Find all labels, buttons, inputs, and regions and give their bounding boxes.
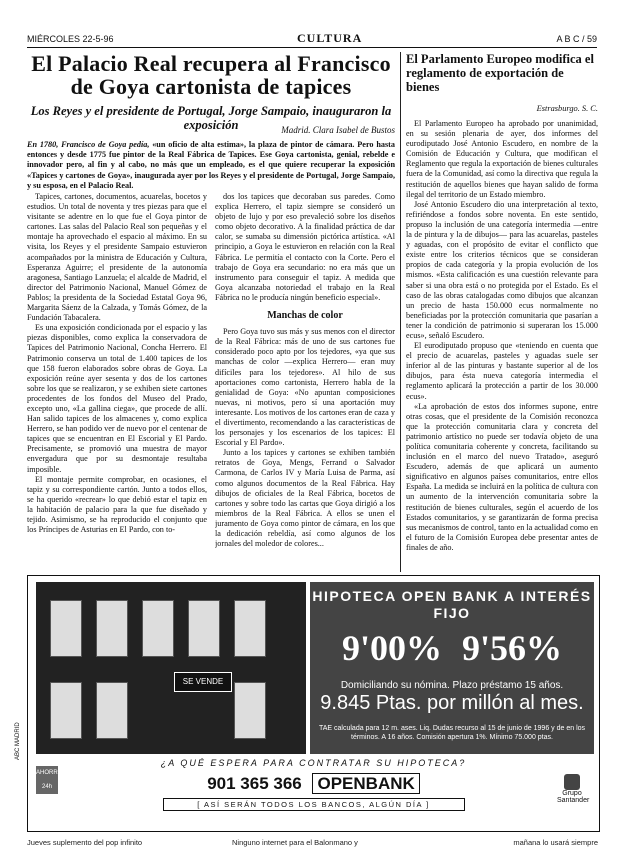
ad-contact-row <box>28 774 599 794</box>
ad-building-photo <box>36 582 306 754</box>
for-sale-sign: SE VENDE <box>174 672 232 692</box>
footer-left: Jueves suplemento del pop infinito <box>27 838 143 847</box>
footer-right: mañana lo usará siempre <box>513 838 598 847</box>
page-header <box>27 33 597 48</box>
side-headline: El Parlamento Europeo modifica el reglamento de exportación de bienes <box>406 52 594 94</box>
page-number: A B C / 59 <box>556 34 597 44</box>
ad-info: Domiciliando su nómina. Plazo préstamo 15 años. <box>340 680 564 691</box>
group-logo <box>557 774 590 804</box>
byline: Madrid. Clara Isabel de Bustos <box>281 125 395 135</box>
lead-text: «un oficio de alta estima», la plaza de pintor de cámara. Pero hasta entonces y desde 1775 fue pintor de la Real Fábrica de Tapices. Ese Goya cartonista, genial, rebelde e innovador pero, al fin y al cabo, no más que un empleado, es el que quiere recuperar la exposición «Tapices y cartones de Goya», inaugurada ayer por los Reyes y el presidente de Portugal, Jorge Sampaio, y su esposa, en el Palacio Real. <box>27 140 395 190</box>
ad-phone: 901 365 366 <box>207 774 302 793</box>
paragraph: El Parlamento Europeo ha aprobado por unanimidad, en su sesión plenaria de ayer, dos informes del eurodiputado José Antonio Escudero, en nombre de la Comisión de Educación y Cultura, que modifican el Reglamento que regula la exportación de bienes culturales fuera de la Comunidad, así como la directiva que regula la restitución de aquellos bienes que hayan salido de forma ilegal del territorio de un Estado miembro. <box>406 119 598 199</box>
advertisement <box>27 575 600 832</box>
paragraph: Tapices, cartones, documentos, acuarelas, bocetos y estudios. Un total de noventa y tres piezas para que el visitante se adentre en lo que fue el Goya pintor de cartones. Las salas del Palacio Real son pequeñas y el montaje ha aprovechado el espacio al máximo. En su visita, los Reyes y el presidente Sampaio estuvieron acompañados por la ministra de Educación y Cultura, Esperanza Aguirre; el presidente de la autonomía aragonesa, Santiago Lanzuela; el alcalde de Madrid, el director del Patrimonio Nacional, Manuel Gómez de Pablos; la presidenta de la Sociedad Estatal Goya 96, Margarita Sáenz de la Calzada, y Tomás Gómez, de la Fundación Tabacalera. <box>27 192 207 323</box>
santander-icon <box>564 774 580 790</box>
rate-tae: 9'56% <box>462 628 563 668</box>
lead-start: En 1780, Francisco de Goya pedía, <box>27 140 150 149</box>
section-subhead: Manchas de color <box>267 310 343 322</box>
article-column-2 <box>215 192 395 564</box>
window-shape <box>234 682 266 739</box>
group-name: Grupo Santander <box>557 790 590 804</box>
window-shape <box>50 600 82 657</box>
ad-call-to-action: ¿A QUÉ ESPERA PARA CONTRATAR SU HIPOTECA? <box>160 758 467 768</box>
article-column-1 <box>27 192 207 564</box>
ad-fineprint: TAE calculada para 12 m. ases. Liq. Dudas recurso al 15 de junio de 1996 y de en los términos. A 16 años. Comisión apertura 1%. Mínimo 75.000 ptas. <box>318 725 586 741</box>
ad-offer-panel <box>310 582 594 754</box>
footer-center: Ninguno internet para el Balonmano y <box>232 838 358 847</box>
vertical-label: ABC MADRID <box>15 722 21 760</box>
side-article-body <box>406 119 598 554</box>
paragraph: Junto a los tapices y cartones se exhiben también retratos de Goya, Mengs, Ferrand o Salvador Carmona, de Carlos IV y María Luisa de Parma, así como algunos documentos de la Real Fábrica. Hay dibujos de oficiales de la Real Fábrica, bocetos de cartones y sobre todo las cartas que Goya dirigió a los miembros de la Real Fábrica. A ellos se unen el juramento de Goya como pintor de cámara, en los que la dedicación rebeldía, así como algunos de los jornales del moledor de colores... <box>215 448 395 549</box>
window-shape <box>188 600 220 657</box>
paragraph: Pero Goya tuvo sus más y sus menos con el director de la Real Fábrica: más de uno de sus cartones fue considerado poco apto por los tejedores, «ya que sus manchas de color —explica Herrero— eran muy difíciles para los tejedores». Al hilo de sus aportaciones como cartonista, Herrero habla de la genialidad de Goya: «No apuntan composiciones nuevas, ni motivos, pero sí una aportación muy interesante. Los motivos de los cartones eran de caza y el divertimento, recomendando a las características de los personajes y los escenarios de los tapices: El Escorial y El Pardo». <box>215 327 395 448</box>
ad-slogan: [ ASÍ SERÁN TODOS LOS BANCOS, ALGÚN DÍA ] <box>163 798 465 811</box>
header-date: MIÉRCOLES 22-5-96 <box>27 34 114 44</box>
lead-paragraph <box>27 140 395 191</box>
window-shape <box>142 600 174 657</box>
ahorro-badge: AHORRO 24h <box>36 766 58 794</box>
paragraph: dos los tapices que decoraban sus paredes. Como explica Herrero, el tapiz siempre se consideró un objeto de lujo y por eso prevaleció sobre los diseños como objeto decorativo. A la finalidad práctica de dar calor, se sumaba su dimensión pictórica artística. «Al principio, a Goya le estuvieron en relación con la Real Fábrica. Le permitía el contacto con la Corte. Pero el trabajo de Goya era secundario: no era más que un instrumento para conseguir el tapiz. A medida que Goya alcanzaba notoriedad el trabajo en la Real Fábrica no le producía ningún beneficio especial». <box>215 192 395 302</box>
paragraph: «La aprobación de estos dos informes supone, entre otras cosas, que el presidente de la Comisión reconozca que la protección comunitaria clara y concreta del patrimonio artístico no puede ser todavía objeto de una política comunitaria coherente y concreta, facilitando su inclusión en el marco del nuevo Tratado», aseguró Escudero, además de que aplicará un aumento significativo en algunos países comunitarios, entre ellos España. La medida se incluirá en la política de cultura con un aumento de la intervención comunitaria sobre la restitución de bienes culturales, según el acuerdo de los Estados comunitarios, y se garantizarán de forma precisa sus mecanismos de control, tanto en la actualidad como en el futuro de la Comisión Europea debe presentar antes de finales de año. <box>406 401 598 552</box>
paragraph: José Antonio Escudero dio una interpretación al texto, refiriéndose a fondos sobre noventa. En este sentido, propuso la inclusión de una categoría intermedia —entre la de pintura y la de dibujos— para las acuarelas, pasteles y aguadas, con el propósito de evitar el conflicto que existe entre los criterios técnicos que se consideran propios de cada categoría y la propia evolución de los mismos. «Esta calificación es una cuestión relevante para saber si una obra está o no protegida por el Estado. Es el caso de las obras catalogadas como dibujos que alcanzan un precio de hasta 150.000 ecus normalmente no beneficiadas por la protección comunitaria que pasarían a tener la condición de patrimonio si superaran los 15.000 ecus», señaló Escudero. <box>406 199 598 340</box>
brand-logo: OPENBANK <box>312 773 419 794</box>
ad-headline: HIPOTECA OPEN BANK A INTERÉS FIJO <box>312 588 592 621</box>
paragraph: Es una exposición condicionada por el espacio y las piezas disponibles, como explica la conservadora de Tapices del Patrimonio Nacional, Concha Herrero. El Patrimonio conserva un total de 1.400 tapices de los que 158 fueron elaborados sobre obras de Goya. La exposición reúne ayer sesenta y dos de los cartones sobre los que se realizaron, y se exhiben siete cartones procedentes de los fondos del Museo del Prado, excepto uno, «La gallina ciega», que procede de allí. Han salido tapices de los almacenes y, como explica Herrero, se han podido ver de nuevo por el centenar de tapices que se encuentran en El Escorial y El Pardo. Precisamente, se promovió una muestra de mayor envergadura que por su desmontaje resultaba imposible. <box>27 323 207 474</box>
window-shape <box>234 600 266 657</box>
window-shape <box>50 682 82 739</box>
main-headline: El Palacio Real recupera al Francisco de Goya cartonista de tapices <box>31 51 391 99</box>
ad-monthly-amount: 9.845 Ptas. por millón al mes. <box>320 692 584 714</box>
paragraph: El eurodiputado propuso que «teniendo en cuenta que el precio de acuarelas, pasteles y aguadas suele ser inferior al de las pinturas y bastante superior al de los dibujos, para ésta nueva categoría intermedia el reglamento aplicará la protección a partir de los 30.000 ecus». <box>406 341 598 401</box>
window-shape <box>96 682 128 739</box>
window-shape <box>96 600 128 657</box>
ad-rates <box>310 627 594 669</box>
paragraph: El montaje permite comprobar, en ocasiones, el tapiz y su correspondiente cartón. Junto a todos ellos, se ha querido «recrear» lo que debió estar el tapiz en la habitación de palacio para la que fue diseñado y tejido. Asimismo, se ha reproducido el conjunto que los Príncipes de Asturias en El Pardo, con to- <box>27 474 207 535</box>
ad-footer <box>28 758 599 811</box>
rate-nominal: 9'00% <box>341 628 442 668</box>
main-article-header <box>27 52 395 132</box>
section-name: CULTURA <box>297 31 363 45</box>
side-location: Estrasburgo. S. C. <box>536 104 598 113</box>
main-subtitle: Los Reyes y el presidente de Portugal, Jorge Sampaio, inauguraron la exposición <box>30 104 392 132</box>
side-article <box>406 52 598 554</box>
column-divider <box>400 52 401 572</box>
